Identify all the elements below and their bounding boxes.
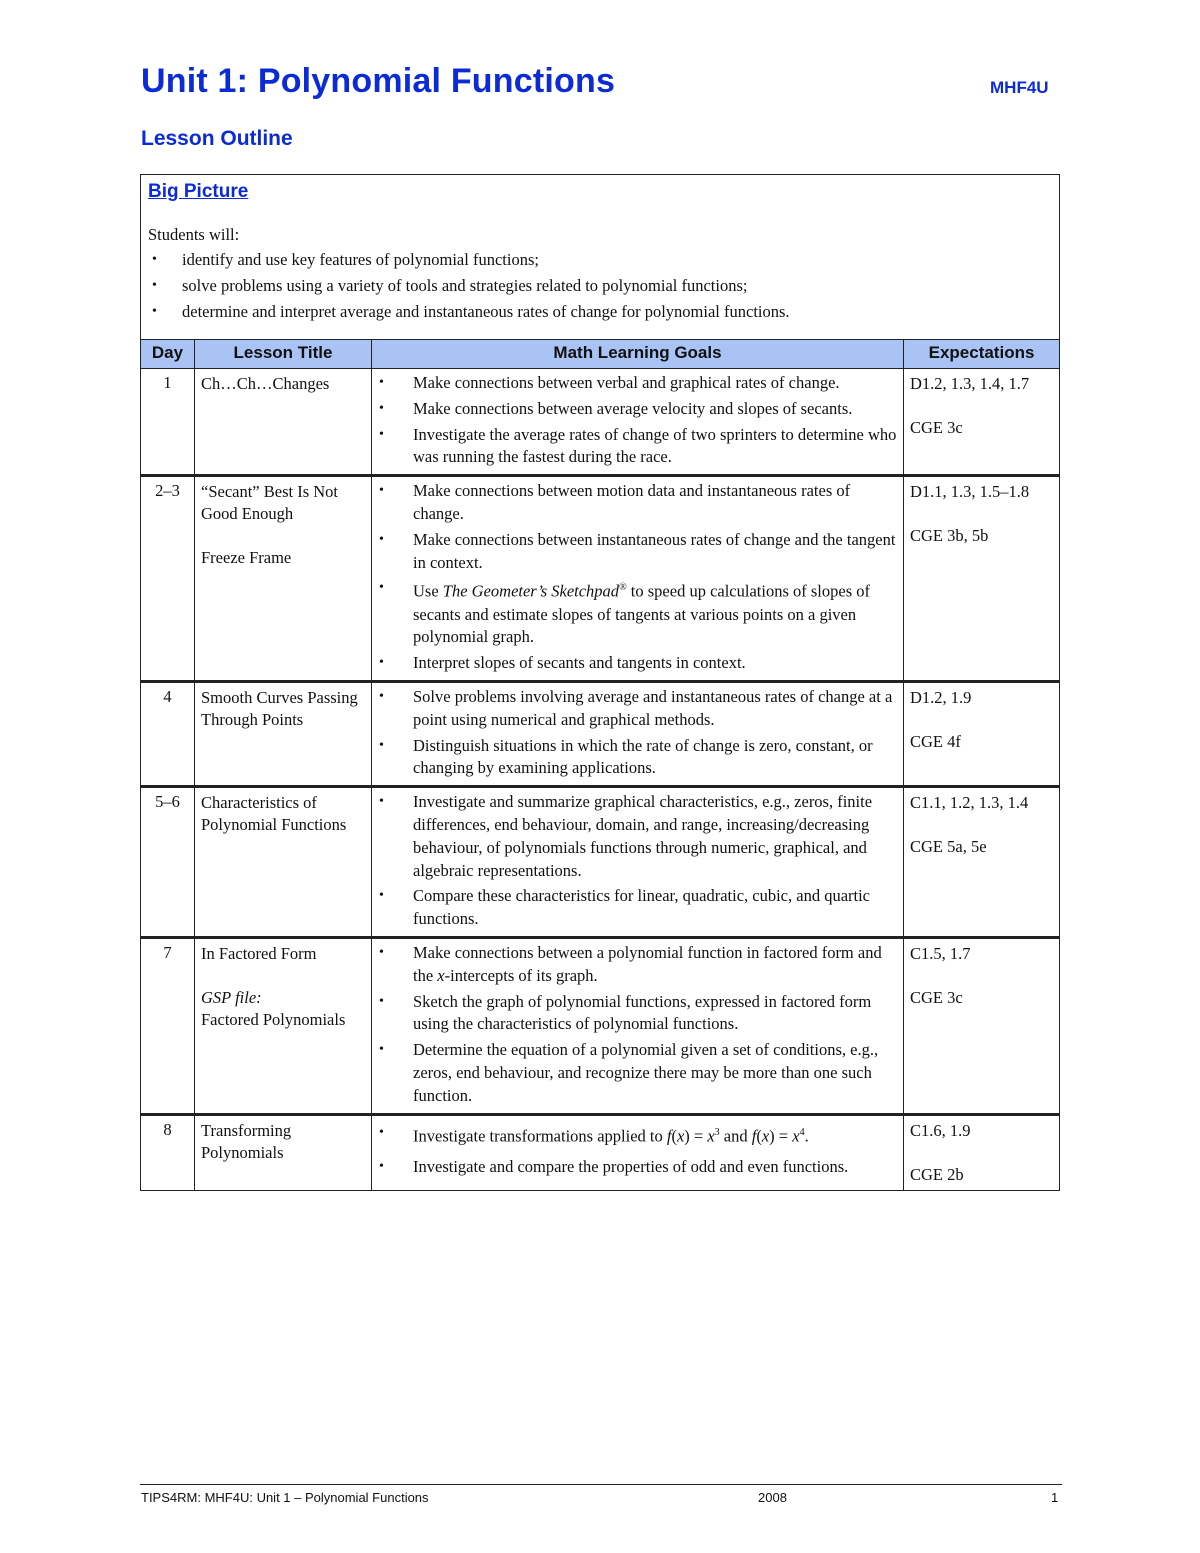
goal-item: • Investigate transformations applied to $f(x) = x^3$ and $f(x) = x^4$. <box>376 1122 897 1148</box>
bullet-icon: • <box>379 483 384 499</box>
bullet-icon: • <box>152 252 157 267</box>
table-header-row <box>141 340 1060 369</box>
expectations-cell <box>904 369 1060 476</box>
goal-item: • Make connections between verbal and graphical rates of change. <box>376 372 897 395</box>
unit-title: Unit 1: Polynomial Functions <box>141 62 616 100</box>
goals-cell <box>372 938 904 1115</box>
table-row <box>141 369 1060 476</box>
expectations-cell <box>904 476 1060 682</box>
footer-source: TIPS4RM: MHF4U: Unit 1 – Polynomial Functions <box>141 1490 429 1505</box>
lesson-title-cell <box>195 682 372 787</box>
goals-cell <box>372 476 904 682</box>
goal-item: • Determine the equation of a polynomial given a set of conditions, e.g., zeros, end behaviour, and recognize there may be more than one such function. <box>379 1040 879 1105</box>
goal-item: • Investigate and compare the properties of odd and even functions. <box>376 1156 897 1179</box>
goals-cell <box>372 787 904 938</box>
big-picture-box <box>141 175 1060 340</box>
goals-cell <box>372 369 904 476</box>
math-f: f <box>666 1126 672 1146</box>
expectations-cell <box>904 938 1060 1115</box>
course-code: MHF4U <box>990 78 1049 97</box>
day-cell: 5–6 <box>141 787 195 938</box>
expectations: C1.5, 1.7 <box>910 944 971 964</box>
goal-item: • Sketch the graph of polynomial functions, expressed in factored form using the characteristics of polynomial functions. <box>379 991 872 1034</box>
day-cell: 8 <box>141 1114 195 1190</box>
lesson-title-cell <box>195 938 372 1115</box>
goal-item: • Make connections between instantaneous rates of change and the tangent in context. <box>379 529 896 572</box>
table-row <box>141 1114 1060 1190</box>
cge: CGE 5a, 5e <box>910 837 987 857</box>
goal-item: • Make connections between a polynomial function in factored form and the x-intercepts of its graph. <box>379 943 882 985</box>
lesson-outline-table <box>140 174 1060 1191</box>
expectations: D1.2, 1.9 <box>910 688 972 708</box>
table-row <box>141 476 1060 682</box>
goal-item: • Make connections between average velocity and slopes of secants. <box>376 398 897 421</box>
bullet-icon: • <box>152 304 157 319</box>
goal-item: • Distinguish situations in which the rate of change is zero, constant, or changing by examining applications. <box>379 735 873 778</box>
expectations-cell <box>904 682 1060 787</box>
table-row <box>141 682 1060 787</box>
goal-item: • Solve problems involving average and instantaneous rates of change at a point using numerical and graphical methods. <box>379 687 893 729</box>
lesson-title: Transforming Polynomials <box>201 1120 292 1162</box>
lesson-title: Ch…Ch…Changes <box>201 374 330 393</box>
lesson-title-cell <box>195 787 372 938</box>
bullet-icon: • <box>379 580 384 596</box>
expectations-cell <box>904 787 1060 938</box>
software-name: The Geometer’s Sketchpad <box>442 581 620 601</box>
bullet-icon: • <box>379 794 384 810</box>
day-cell: 1 <box>141 369 195 476</box>
bullet-icon: • <box>379 426 384 442</box>
lesson-subtitle: Freeze Frame <box>201 548 292 568</box>
gsp-file-label: GSP file: <box>201 988 262 1008</box>
goal-item: • Investigate the average rates of change of two sprinters to determine who was running the fastest during the race. <box>379 424 897 467</box>
goal-item: • Interpret slopes of secants and tangents in context. <box>376 652 897 675</box>
registered-mark: ® <box>619 582 627 594</box>
day-cell: 4 <box>141 682 195 787</box>
bullet-icon: • <box>379 1124 384 1140</box>
bullet-icon: • <box>379 1158 384 1174</box>
bullet-icon: • <box>379 737 384 753</box>
header-lesson-title: Lesson Title <box>195 340 372 369</box>
bullet-icon: • <box>379 400 384 416</box>
day-cell: 2–3 <box>141 476 195 682</box>
table-row <box>141 787 1060 938</box>
lesson-title-cell <box>195 369 372 476</box>
expectations: D1.1, 1.3, 1.5–1.8 <box>910 482 1030 502</box>
cge: CGE 4f <box>910 732 961 752</box>
bullet-icon: • <box>379 945 384 961</box>
footer-divider <box>140 1484 1062 1485</box>
bullet-icon: • <box>379 993 384 1009</box>
list-item: • solve problems using a variety of tools and strategies related to polynomial functions; <box>148 273 1051 299</box>
cge: CGE 3c <box>910 988 963 1008</box>
lesson-title-cell <box>195 476 372 682</box>
big-picture-list <box>148 247 1051 325</box>
expectations-cell <box>904 1114 1060 1190</box>
footer-page-number: 1 <box>1051 1490 1059 1505</box>
lesson-title: Characteristics of Polynomial Functions <box>201 793 347 835</box>
lesson-title-cell <box>195 1114 372 1190</box>
goals-cell <box>372 1114 904 1190</box>
bullet-icon: • <box>379 888 384 904</box>
footer-year: 2008 <box>758 1490 787 1505</box>
goal-item: • Compare these characteristics for linear, quadratic, cubic, and quartic functions. <box>379 886 871 929</box>
big-picture-heading: Big Picture <box>148 181 249 202</box>
lesson-title: Smooth Curves Passing Through Points <box>201 688 358 730</box>
goal-item: • Make connections between motion data and instantaneous rates of change. <box>379 481 851 523</box>
bullet-icon: • <box>379 531 384 547</box>
bullet-icon: • <box>379 375 384 390</box>
cge: CGE 2b <box>910 1164 964 1184</box>
goal-item: • Investigate and summarize graphical characteristics, e.g., zeros, finite differences, end behaviour, domain, and range, increasing/decreasing behaviour, of polynomials functions through numeric, graphical, and algebraic representations. <box>379 792 873 880</box>
bullet-icon: • <box>152 278 157 293</box>
list-item: • determine and interpret average and instantaneous rates of change for polynomial functions. <box>148 299 1051 325</box>
goal-item: • Use The Geometer’s Sketchpad® to speed up calculations of slopes of secants and estimate slopes of tangents at various points on a given polynomial graph. <box>376 577 897 649</box>
day-cell: 7 <box>141 938 195 1115</box>
section-title: Lesson Outline <box>141 127 293 150</box>
expectations: C1.1, 1.2, 1.3, 1.4 <box>910 793 1029 813</box>
header-day: Day <box>141 340 195 369</box>
expectations: D1.2, 1.3, 1.4, 1.7 <box>910 374 1030 393</box>
goals-cell <box>372 682 904 787</box>
cge: CGE 3b, 5b <box>910 526 989 546</box>
bullet-icon: • <box>379 689 384 705</box>
table-row <box>141 938 1060 1115</box>
lesson-title: In Factored Form <box>201 944 317 964</box>
header-expectations: Expectations <box>904 340 1060 369</box>
cge: CGE 3c <box>910 418 963 437</box>
lesson-title: “Secant” Best Is Not Good Enough <box>201 482 339 524</box>
gsp-file-name[interactable]: Factored Polynomials <box>201 1010 346 1030</box>
bullet-icon: • <box>379 1042 384 1058</box>
header-math-learning-goals: Math Learning Goals <box>372 340 904 369</box>
bullet-icon: • <box>379 655 384 671</box>
big-picture-lead: Students will: <box>148 225 240 244</box>
list-item: • identify and use key features of polynomial functions; <box>148 247 1051 273</box>
expectations: C1.6, 1.9 <box>910 1120 971 1140</box>
